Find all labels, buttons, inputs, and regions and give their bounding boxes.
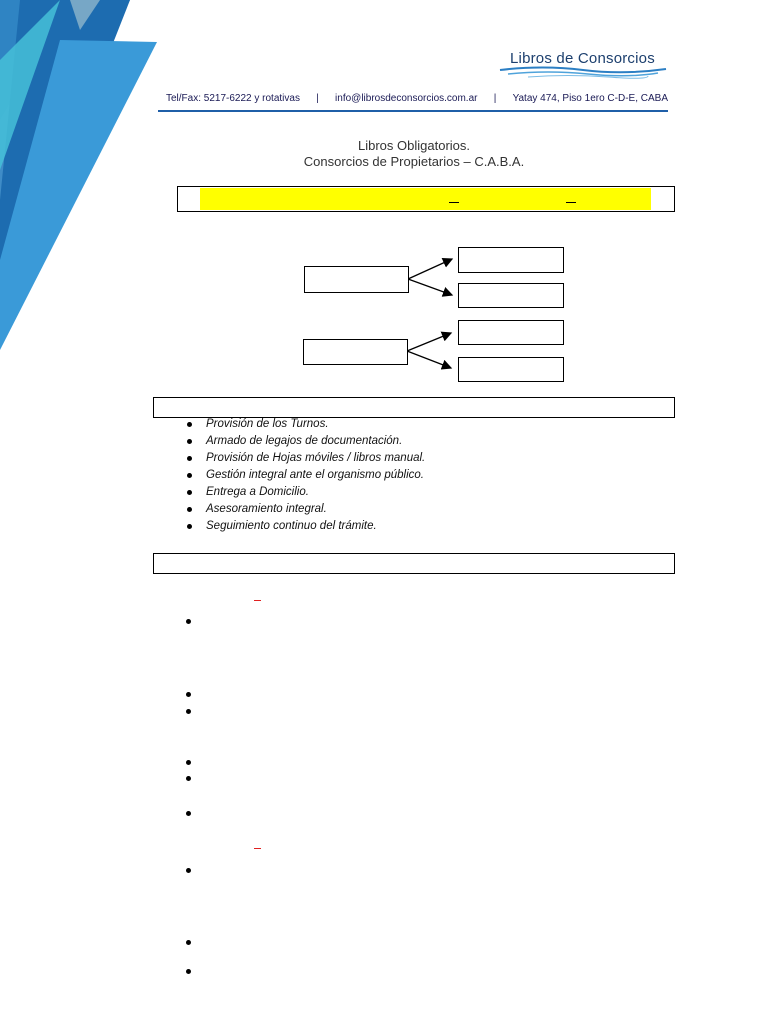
- contact-address: Yatay 474, Piso 1ero C-D-E, CABA: [512, 93, 668, 104]
- list-item: Asesoramiento integral.: [206, 501, 425, 518]
- bullet-dot: [186, 868, 191, 873]
- diagram-target-box: [458, 283, 564, 308]
- contact-separator: |: [493, 93, 497, 104]
- bullet-dot: [186, 692, 191, 697]
- list-item: Entrega a Domicilio.: [206, 484, 425, 501]
- logo-text: Libros de Consorcios: [510, 50, 655, 67]
- list-item: Armado de legajos de documentación.: [206, 433, 425, 450]
- bullet-dot: [186, 969, 191, 974]
- bullet-dot: [186, 709, 191, 714]
- contact-separator: |: [316, 93, 319, 104]
- contact-phone: Tel/Fax: 5217-6222 y rotativas: [166, 93, 300, 104]
- page-title-line1: Libros Obligatorios.: [358, 138, 470, 153]
- red-dash-mark: [254, 600, 261, 601]
- bullet-dot: [186, 776, 191, 781]
- bullet-dot: [186, 940, 191, 945]
- bullet-dot: [186, 811, 191, 816]
- diagram-target-box: [458, 357, 564, 382]
- list-item: Provisión de Hojas móviles / libros manual.: [206, 450, 425, 467]
- diagram-target-box: [458, 320, 564, 345]
- red-dash-mark: [254, 848, 261, 849]
- contact-email[interactable]: info@librosdeconsorcios.com.ar: [335, 93, 478, 104]
- requirements-section-header: [153, 553, 675, 574]
- bullet-dot: [186, 760, 191, 765]
- services-list: [160, 416, 425, 535]
- bullet-dot: [186, 619, 191, 624]
- list-item: Seguimiento continuo del trámite.: [206, 518, 425, 535]
- diagram-source-box: [304, 266, 409, 293]
- list-item: Provisión de los Turnos.: [206, 416, 425, 433]
- diagram-target-box: [458, 247, 564, 273]
- diagram-source-box: [303, 339, 408, 365]
- list-item: Gestión integral ante el organismo público.: [206, 467, 425, 484]
- services-section-header: [153, 397, 675, 418]
- page-title-line2: Consorcios de Propietarios – C.A.B.A.: [303, 154, 525, 169]
